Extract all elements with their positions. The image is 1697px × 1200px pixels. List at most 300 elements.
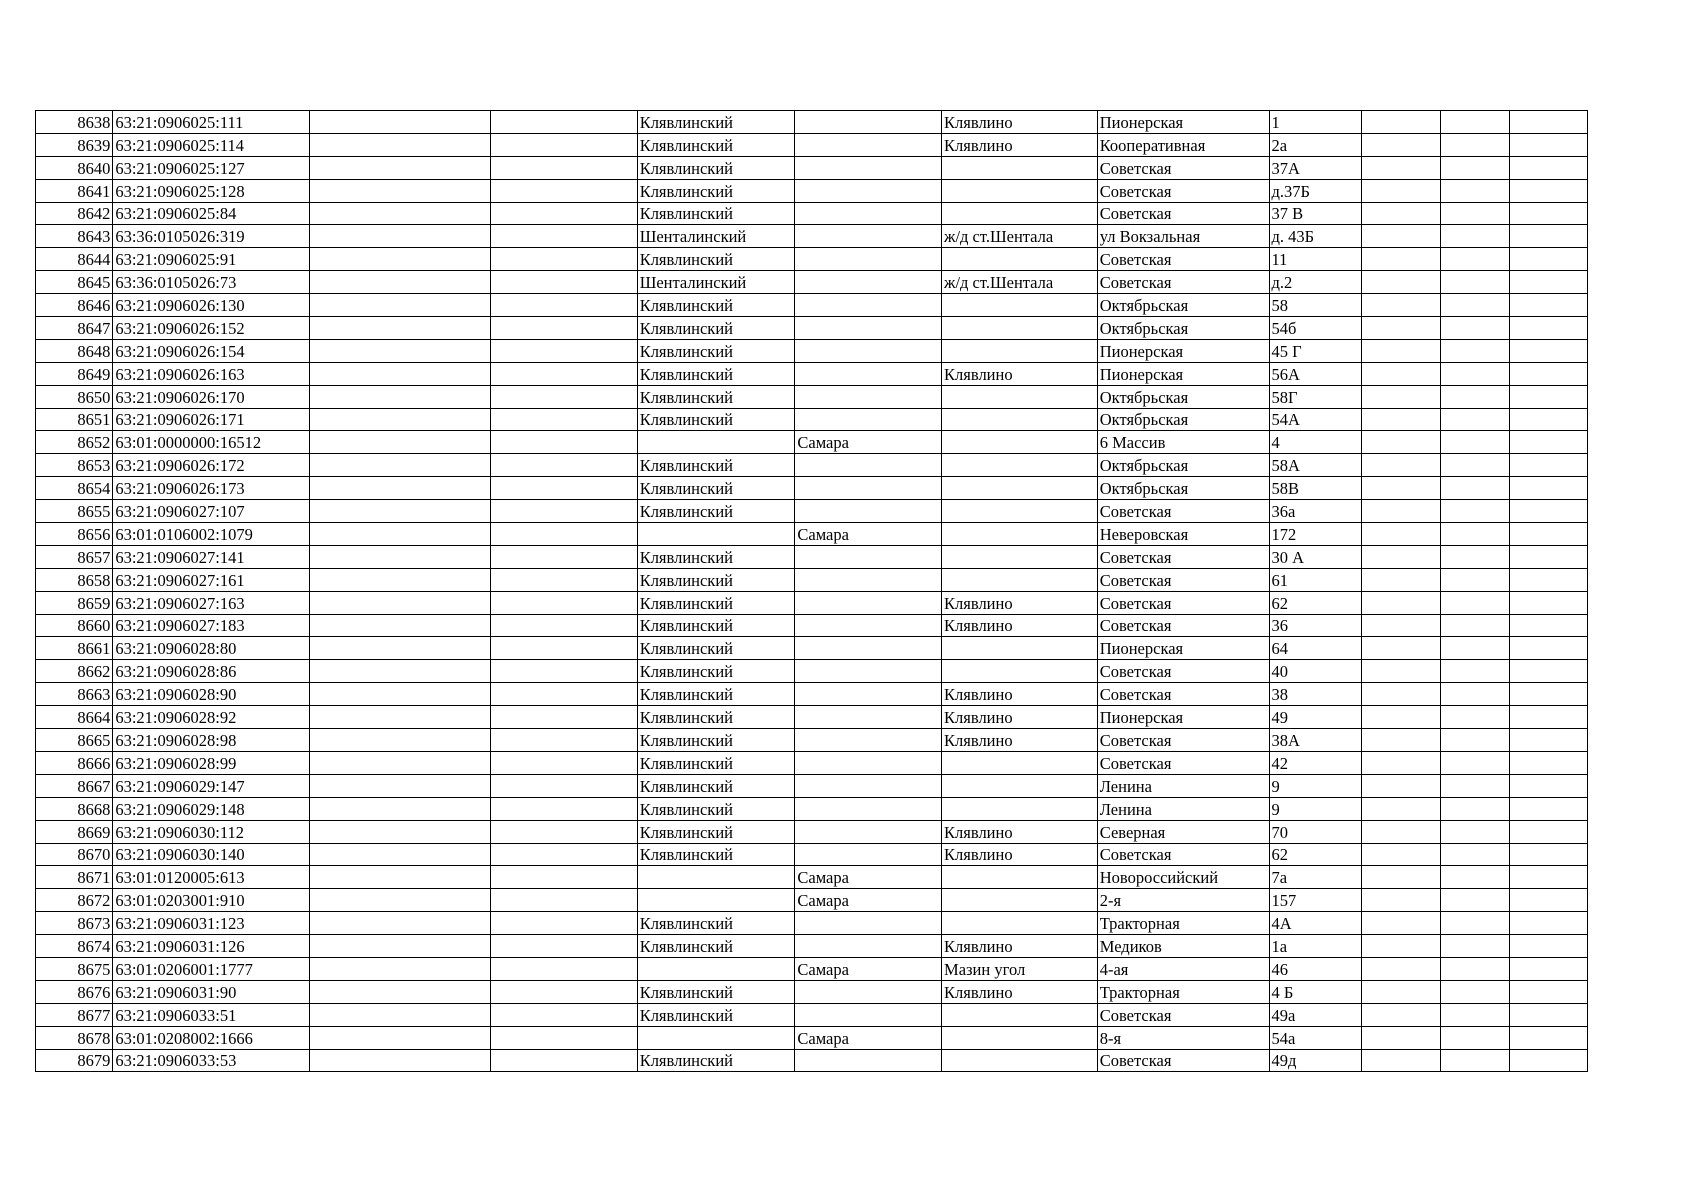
city-cell: Самара	[795, 889, 942, 912]
city-cell	[795, 294, 942, 317]
blank-col-5-cell	[1509, 683, 1587, 706]
table-row	[36, 1003, 1588, 1026]
blank-col-5-cell	[1509, 523, 1587, 546]
blank-col-5-cell	[1509, 866, 1587, 889]
blank-col-2-cell	[491, 408, 638, 431]
street-cell: 2-я	[1097, 889, 1269, 912]
city-cell	[795, 797, 942, 820]
city-cell	[795, 637, 942, 660]
district-cell: Шенталинский	[637, 271, 795, 294]
city-cell	[795, 980, 942, 1003]
district-cell: Клявлинский	[637, 408, 795, 431]
table-row	[36, 706, 1588, 729]
blank-col-2-cell	[491, 111, 638, 134]
house-cell: 2а	[1269, 133, 1361, 156]
row-number-cell: 8641	[36, 179, 113, 202]
blank-col-2-cell	[491, 820, 638, 843]
blank-col-2-cell	[491, 866, 638, 889]
table-row	[36, 568, 1588, 591]
cadastral-number-cell: 63:01:0203001:910	[113, 889, 310, 912]
cadastral-number-cell: 63:21:0906029:147	[113, 774, 310, 797]
house-cell: 7а	[1269, 866, 1361, 889]
city-cell	[795, 454, 942, 477]
cadastral-number-cell: 63:21:0906025:111	[113, 111, 310, 134]
house-cell: д. 43Б	[1269, 225, 1361, 248]
locality-cell: Клявлино	[942, 614, 1098, 637]
city-cell	[795, 729, 942, 752]
blank-col-5-cell	[1509, 637, 1587, 660]
blank-col-5-cell	[1509, 408, 1587, 431]
blank-col-2-cell	[491, 935, 638, 958]
street-cell: Ленина	[1097, 774, 1269, 797]
locality-cell	[942, 660, 1098, 683]
blank-col-5-cell	[1509, 1026, 1587, 1049]
blank-col-2-cell	[491, 591, 638, 614]
row-number-cell: 8645	[36, 271, 113, 294]
district-cell: Клявлинский	[637, 385, 795, 408]
house-cell: 157	[1269, 889, 1361, 912]
table-row	[36, 843, 1588, 866]
district-cell: Клявлинский	[637, 935, 795, 958]
blank-col-1-cell	[310, 706, 491, 729]
blank-col-3-cell	[1361, 294, 1440, 317]
blank-col-2-cell	[491, 133, 638, 156]
city-cell	[795, 156, 942, 179]
blank-col-5-cell	[1509, 957, 1587, 980]
blank-col-5-cell	[1509, 751, 1587, 774]
cadastral-number-cell: 63:21:0906027:163	[113, 591, 310, 614]
row-number-cell: 8674	[36, 935, 113, 958]
blank-col-3-cell	[1361, 111, 1440, 134]
blank-col-4-cell	[1441, 385, 1509, 408]
blank-col-4-cell	[1441, 156, 1509, 179]
row-number-cell: 8656	[36, 523, 113, 546]
locality-cell	[942, 477, 1098, 500]
blank-col-2-cell	[491, 454, 638, 477]
house-cell: 49д	[1269, 1049, 1361, 1072]
blank-col-3-cell	[1361, 774, 1440, 797]
blank-col-3-cell	[1361, 248, 1440, 271]
house-cell: 38А	[1269, 729, 1361, 752]
locality-cell	[942, 294, 1098, 317]
cadastral-number-cell: 63:21:0906025:84	[113, 202, 310, 225]
blank-col-4-cell	[1441, 202, 1509, 225]
blank-col-4-cell	[1441, 889, 1509, 912]
blank-col-1-cell	[310, 271, 491, 294]
city-cell: Самара	[795, 523, 942, 546]
cadastral-number-cell: 63:21:0906026:171	[113, 408, 310, 431]
blank-col-2-cell	[491, 156, 638, 179]
district-cell: Клявлинский	[637, 660, 795, 683]
cadastral-number-cell: 63:01:0106002:1079	[113, 523, 310, 546]
blank-col-3-cell	[1361, 545, 1440, 568]
table-row	[36, 523, 1588, 546]
row-number-cell: 8650	[36, 385, 113, 408]
blank-col-2-cell	[491, 317, 638, 340]
blank-col-5-cell	[1509, 431, 1587, 454]
blank-col-4-cell	[1441, 935, 1509, 958]
blank-col-2-cell	[491, 568, 638, 591]
street-cell: Советская	[1097, 1049, 1269, 1072]
blank-col-4-cell	[1441, 957, 1509, 980]
blank-col-1-cell	[310, 248, 491, 271]
cadastral-number-cell: 63:21:0906028:98	[113, 729, 310, 752]
blank-col-1-cell	[310, 156, 491, 179]
cadastral-number-cell: 63:21:0906028:99	[113, 751, 310, 774]
row-number-cell: 8659	[36, 591, 113, 614]
row-number-cell: 8654	[36, 477, 113, 500]
row-number-cell: 8649	[36, 362, 113, 385]
city-cell: Самара	[795, 866, 942, 889]
street-cell: Советская	[1097, 545, 1269, 568]
locality-cell	[942, 568, 1098, 591]
city-cell	[795, 202, 942, 225]
blank-col-5-cell	[1509, 317, 1587, 340]
blank-col-5-cell	[1509, 133, 1587, 156]
blank-col-5-cell	[1509, 980, 1587, 1003]
blank-col-2-cell	[491, 477, 638, 500]
row-number-cell: 8675	[36, 957, 113, 980]
street-cell: 8-я	[1097, 1026, 1269, 1049]
table-row	[36, 294, 1588, 317]
district-cell: Клявлинский	[637, 843, 795, 866]
blank-col-4-cell	[1441, 683, 1509, 706]
blank-col-3-cell	[1361, 523, 1440, 546]
blank-col-2-cell	[491, 431, 638, 454]
house-cell: 49	[1269, 706, 1361, 729]
district-cell: Клявлинский	[637, 339, 795, 362]
blank-col-2-cell	[491, 294, 638, 317]
blank-col-3-cell	[1361, 477, 1440, 500]
blank-col-2-cell	[491, 797, 638, 820]
table-row	[36, 614, 1588, 637]
street-cell: Неверовская	[1097, 523, 1269, 546]
blank-col-5-cell	[1509, 591, 1587, 614]
locality-cell: Клявлино	[942, 980, 1098, 1003]
blank-col-1-cell	[310, 843, 491, 866]
blank-col-5-cell	[1509, 454, 1587, 477]
locality-cell: Мазин угол	[942, 957, 1098, 980]
blank-col-5-cell	[1509, 179, 1587, 202]
blank-col-5-cell	[1509, 935, 1587, 958]
blank-col-1-cell	[310, 866, 491, 889]
row-number-cell: 8664	[36, 706, 113, 729]
blank-col-2-cell	[491, 1049, 638, 1072]
cadastral-number-cell: 63:21:0906033:51	[113, 1003, 310, 1026]
blank-col-3-cell	[1361, 1049, 1440, 1072]
blank-col-3-cell	[1361, 912, 1440, 935]
district-cell: Клявлинский	[637, 545, 795, 568]
cadastral-number-cell: 63:01:0000000:16512	[113, 431, 310, 454]
city-cell	[795, 545, 942, 568]
house-cell: 36а	[1269, 500, 1361, 523]
street-cell: Медиков	[1097, 935, 1269, 958]
blank-col-4-cell	[1441, 1026, 1509, 1049]
blank-col-5-cell	[1509, 339, 1587, 362]
house-cell: 58В	[1269, 477, 1361, 500]
blank-col-5-cell	[1509, 729, 1587, 752]
table-row	[36, 980, 1588, 1003]
blank-col-5-cell	[1509, 156, 1587, 179]
house-cell: 42	[1269, 751, 1361, 774]
row-number-cell: 8670	[36, 843, 113, 866]
blank-col-5-cell	[1509, 111, 1587, 134]
row-number-cell: 8667	[36, 774, 113, 797]
blank-col-4-cell	[1441, 912, 1509, 935]
row-number-cell: 8672	[36, 889, 113, 912]
table-row	[36, 133, 1588, 156]
cadastral-number-cell: 63:21:0906025:114	[113, 133, 310, 156]
street-cell: Ленина	[1097, 797, 1269, 820]
city-cell	[795, 912, 942, 935]
house-cell: 172	[1269, 523, 1361, 546]
blank-col-1-cell	[310, 408, 491, 431]
blank-col-4-cell	[1441, 271, 1509, 294]
blank-col-5-cell	[1509, 614, 1587, 637]
street-cell: Октябрьская	[1097, 477, 1269, 500]
locality-cell: ж/д ст.Шентала	[942, 225, 1098, 248]
city-cell	[795, 271, 942, 294]
city-cell	[795, 843, 942, 866]
street-cell: Пионерская	[1097, 706, 1269, 729]
blank-col-1-cell	[310, 545, 491, 568]
row-number-cell: 8638	[36, 111, 113, 134]
city-cell	[795, 683, 942, 706]
district-cell	[637, 957, 795, 980]
blank-col-2-cell	[491, 339, 638, 362]
blank-col-3-cell	[1361, 797, 1440, 820]
blank-col-4-cell	[1441, 339, 1509, 362]
blank-col-2-cell	[491, 751, 638, 774]
table-row	[36, 179, 1588, 202]
locality-cell	[942, 545, 1098, 568]
cadastral-number-cell: 63:21:0906029:148	[113, 797, 310, 820]
blank-col-1-cell	[310, 591, 491, 614]
locality-cell	[942, 1003, 1098, 1026]
city-cell	[795, 591, 942, 614]
district-cell: Клявлинский	[637, 362, 795, 385]
street-cell: Октябрьская	[1097, 408, 1269, 431]
street-cell: Советская	[1097, 751, 1269, 774]
city-cell	[795, 339, 942, 362]
city-cell	[795, 477, 942, 500]
street-cell: ул Вокзальная	[1097, 225, 1269, 248]
blank-col-2-cell	[491, 225, 638, 248]
table-row	[36, 889, 1588, 912]
locality-cell: Клявлино	[942, 591, 1098, 614]
blank-col-1-cell	[310, 729, 491, 752]
row-number-cell: 8666	[36, 751, 113, 774]
blank-col-3-cell	[1361, 156, 1440, 179]
street-cell: Тракторная	[1097, 912, 1269, 935]
house-cell: д.37Б	[1269, 179, 1361, 202]
locality-cell	[942, 751, 1098, 774]
locality-cell	[942, 912, 1098, 935]
blank-col-3-cell	[1361, 339, 1440, 362]
locality-cell	[942, 500, 1098, 523]
house-cell: 56А	[1269, 362, 1361, 385]
blank-col-1-cell	[310, 820, 491, 843]
blank-col-1-cell	[310, 500, 491, 523]
blank-col-1-cell	[310, 774, 491, 797]
district-cell: Клявлинский	[637, 477, 795, 500]
blank-col-1-cell	[310, 202, 491, 225]
blank-col-5-cell	[1509, 820, 1587, 843]
locality-cell: Клявлино	[942, 683, 1098, 706]
blank-col-5-cell	[1509, 774, 1587, 797]
house-cell: 70	[1269, 820, 1361, 843]
row-number-cell: 8679	[36, 1049, 113, 1072]
district-cell: Клявлинский	[637, 179, 795, 202]
street-cell: Новороссийский	[1097, 866, 1269, 889]
blank-col-3-cell	[1361, 1003, 1440, 1026]
city-cell	[795, 614, 942, 637]
house-cell: 62	[1269, 843, 1361, 866]
blank-col-5-cell	[1509, 362, 1587, 385]
blank-col-1-cell	[310, 683, 491, 706]
blank-col-5-cell	[1509, 706, 1587, 729]
cadastral-number-cell: 63:21:0906031:90	[113, 980, 310, 1003]
house-cell: 11	[1269, 248, 1361, 271]
district-cell: Клявлинский	[637, 797, 795, 820]
street-cell: Советская	[1097, 271, 1269, 294]
table-row	[36, 225, 1588, 248]
house-cell: 38	[1269, 683, 1361, 706]
cadastral-number-cell: 63:21:0906030:140	[113, 843, 310, 866]
city-cell	[795, 385, 942, 408]
cadastral-number-cell: 63:21:0906028:90	[113, 683, 310, 706]
street-cell: Октябрьская	[1097, 385, 1269, 408]
blank-col-3-cell	[1361, 866, 1440, 889]
district-cell: Клявлинский	[637, 1003, 795, 1026]
street-cell: Советская	[1097, 568, 1269, 591]
blank-col-4-cell	[1441, 294, 1509, 317]
blank-col-1-cell	[310, 912, 491, 935]
district-cell: Клявлинский	[637, 111, 795, 134]
table-row	[36, 248, 1588, 271]
table-row	[36, 683, 1588, 706]
cadastral-number-cell: 63:21:0906027:161	[113, 568, 310, 591]
table-row	[36, 431, 1588, 454]
city-cell	[795, 179, 942, 202]
house-cell: 54б	[1269, 317, 1361, 340]
street-cell: Советская	[1097, 1003, 1269, 1026]
blank-col-4-cell	[1441, 866, 1509, 889]
street-cell: Советская	[1097, 660, 1269, 683]
blank-col-4-cell	[1441, 317, 1509, 340]
blank-col-3-cell	[1361, 889, 1440, 912]
blank-col-3-cell	[1361, 408, 1440, 431]
blank-col-2-cell	[491, 179, 638, 202]
city-cell	[795, 568, 942, 591]
blank-col-4-cell	[1441, 431, 1509, 454]
blank-col-2-cell	[491, 271, 638, 294]
row-number-cell: 8652	[36, 431, 113, 454]
house-cell: 64	[1269, 637, 1361, 660]
locality-cell: Клявлино	[942, 133, 1098, 156]
table-row	[36, 477, 1588, 500]
blank-col-2-cell	[491, 774, 638, 797]
blank-col-4-cell	[1441, 820, 1509, 843]
blank-col-2-cell	[491, 637, 638, 660]
district-cell: Клявлинский	[637, 614, 795, 637]
house-cell: 58Г	[1269, 385, 1361, 408]
house-cell: 58	[1269, 294, 1361, 317]
cadastral-number-cell: 63:36:0105026:73	[113, 271, 310, 294]
blank-col-1-cell	[310, 957, 491, 980]
district-cell: Клявлинский	[637, 500, 795, 523]
city-cell	[795, 408, 942, 431]
house-cell: 40	[1269, 660, 1361, 683]
row-number-cell: 8669	[36, 820, 113, 843]
locality-cell	[942, 1026, 1098, 1049]
district-cell: Клявлинский	[637, 1049, 795, 1072]
blank-col-2-cell	[491, 980, 638, 1003]
blank-col-2-cell	[491, 729, 638, 752]
locality-cell: Клявлино	[942, 935, 1098, 958]
street-cell: Советская	[1097, 843, 1269, 866]
cadastral-number-cell: 63:21:0906026:172	[113, 454, 310, 477]
row-number-cell: 8665	[36, 729, 113, 752]
locality-cell: Клявлино	[942, 111, 1098, 134]
cadastral-number-cell: 63:21:0906026:170	[113, 385, 310, 408]
blank-col-4-cell	[1441, 111, 1509, 134]
table-row	[36, 339, 1588, 362]
blank-col-4-cell	[1441, 500, 1509, 523]
cadastral-number-cell: 63:01:0120005:613	[113, 866, 310, 889]
blank-col-4-cell	[1441, 706, 1509, 729]
row-number-cell: 8639	[36, 133, 113, 156]
district-cell: Клявлинский	[637, 248, 795, 271]
blank-col-5-cell	[1509, 660, 1587, 683]
blank-col-2-cell	[491, 912, 638, 935]
row-number-cell: 8640	[36, 156, 113, 179]
district-cell	[637, 866, 795, 889]
table-row	[36, 271, 1588, 294]
blank-col-4-cell	[1441, 797, 1509, 820]
house-cell: д.2	[1269, 271, 1361, 294]
blank-col-4-cell	[1441, 1049, 1509, 1072]
blank-col-3-cell	[1361, 568, 1440, 591]
blank-col-4-cell	[1441, 637, 1509, 660]
blank-col-4-cell	[1441, 454, 1509, 477]
house-cell: 58А	[1269, 454, 1361, 477]
blank-col-2-cell	[491, 545, 638, 568]
city-cell: Самара	[795, 957, 942, 980]
table-row	[36, 637, 1588, 660]
city-cell	[795, 500, 942, 523]
row-number-cell: 8653	[36, 454, 113, 477]
blank-col-3-cell	[1361, 957, 1440, 980]
locality-cell	[942, 431, 1098, 454]
house-cell: 30 А	[1269, 545, 1361, 568]
row-number-cell: 8676	[36, 980, 113, 1003]
row-number-cell: 8668	[36, 797, 113, 820]
district-cell: Клявлинский	[637, 683, 795, 706]
blank-col-4-cell	[1441, 133, 1509, 156]
locality-cell	[942, 317, 1098, 340]
blank-col-4-cell	[1441, 568, 1509, 591]
locality-cell	[942, 202, 1098, 225]
district-cell: Клявлинский	[637, 591, 795, 614]
blank-col-5-cell	[1509, 248, 1587, 271]
street-cell: Кооперативная	[1097, 133, 1269, 156]
district-cell: Клявлинский	[637, 317, 795, 340]
table-row	[36, 820, 1588, 843]
locality-cell	[942, 408, 1098, 431]
blank-col-3-cell	[1361, 202, 1440, 225]
blank-col-4-cell	[1441, 774, 1509, 797]
